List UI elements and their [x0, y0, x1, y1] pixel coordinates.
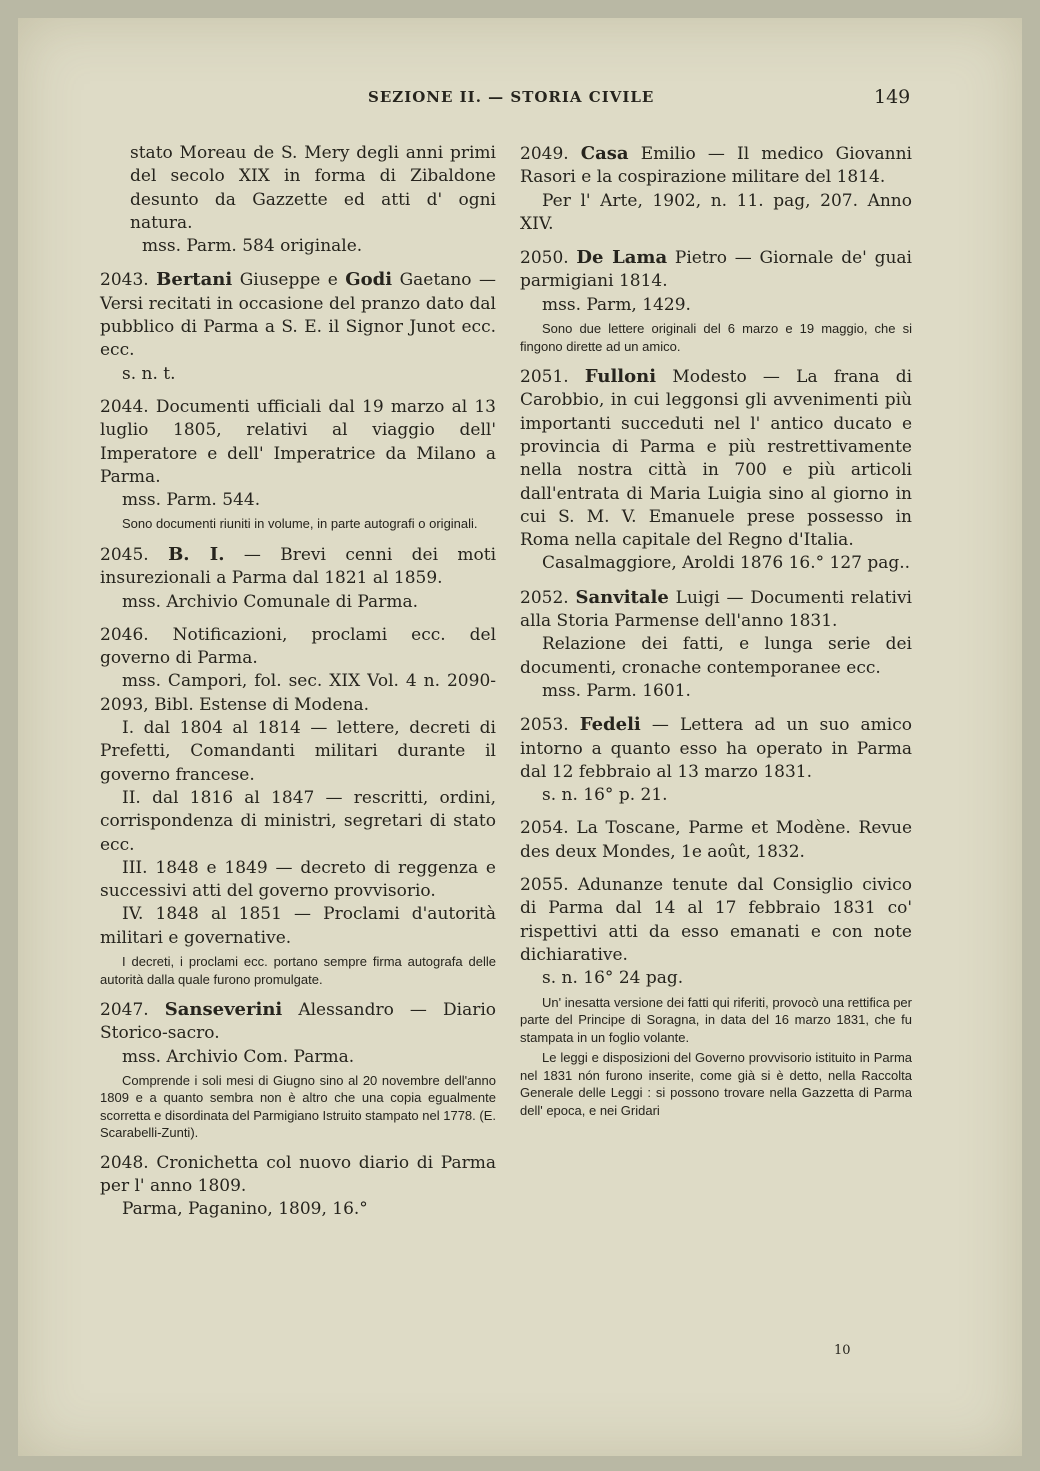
- entry-number: 2049.: [520, 144, 569, 164]
- entry-ref: mss. Archivio Comunale di Parma.: [122, 591, 418, 612]
- entry-note: Sono due lettere originali del 6 marzo e 19 maggio, che si fingono dirette ad un amico.: [520, 321, 912, 354]
- entry-author: Bertani: [156, 269, 233, 291]
- entry-ref: s. n. 16° p. 21.: [542, 785, 668, 806]
- signature-mark: 10: [834, 1343, 851, 1358]
- entry-ref: Casalmaggiore, Aroldi 1876 16.° 127 pag..: [542, 553, 911, 574]
- entry-author: Casa: [580, 143, 629, 164]
- entry-author: Sanseverini: [164, 999, 283, 1020]
- entry-note: Comprende i soli mesi di Giugno sino al 20 novembre dell'anno 1809 e a quanto sembra non è altro che una copia egualmente scorretta e disordinata del Parmigiano Istruito stampato nel 1778. (E. Scarabelli-Zunti).: [100, 1072, 496, 1141]
- entry-number: 2051.: [520, 367, 569, 388]
- entry-2051: [520, 365, 912, 576]
- entry-text: — Brevi cenni dei moti insurezionali a Parma dal 1821 al 1859.: [100, 544, 497, 589]
- entry-2045: [100, 543, 496, 614]
- entry-ref: IV. 1848 al 1851 — Proclami d'autorità militari e governative.: [100, 904, 496, 948]
- entry-number: 2044.: [100, 396, 149, 417]
- entry-text: Alessandro — Diario Storico-sacro.: [100, 1000, 497, 1044]
- page: [18, 18, 1022, 1456]
- entry-author: B. I.: [168, 543, 225, 565]
- entry-note: Un' inesatta versione dei fatti qui riferiti, provocò una rettifica per parte del Principe di Soragna, in data del 16 marzo 1831, che fu stampata in un foglio volante.: [520, 994, 912, 1045]
- entry-author: Fedeli: [579, 714, 641, 736]
- left-column: [100, 142, 496, 1232]
- entry-2046: [100, 624, 496, 988]
- entry-number: 2046.: [100, 624, 149, 645]
- entry-text: Giuseppe e: [232, 270, 346, 291]
- entry-author: Sanvitale: [575, 586, 669, 608]
- entry-number: 2048.: [100, 1152, 149, 1173]
- entry-text: Adunanze tenute dal Consiglio civico di Parma dal 14 al 17 febbraio 1831 co' rispettivi atti da esso emanati e con note dichiarative.: [520, 875, 912, 965]
- entry-ref: mss. Parm. 1601.: [542, 680, 691, 701]
- entry-2052: [520, 586, 912, 703]
- entry-ref: mss. Archivio Com. Parma.: [122, 1046, 355, 1067]
- right-column: [520, 142, 912, 1129]
- entry-text: stato Moreau de S. Mery degli anni primi del secolo XIX in forma di Zibaldone desunto da Gazzette ed atti d' ogni natura.: [130, 143, 496, 233]
- entry-2054: [520, 817, 912, 864]
- entry-number: 2055.: [520, 875, 569, 896]
- running-header: [18, 88, 1022, 118]
- entry-ref: mss. Parm. 544.: [122, 490, 261, 511]
- entry-text: Emilio — Il medico Giovanni Rasori e la cospirazione militare del 1814.: [520, 144, 912, 188]
- entry-ref: III. 1848 e 1849 — decreto di reggenza e successivi atti del governo provvisorio.: [100, 857, 496, 902]
- entry-2055: [520, 874, 912, 1119]
- entry-number: 2054.: [520, 818, 569, 839]
- entry-ref: Per l' Arte, 1902, n. 11. pag, 207. Anno XIV.: [520, 190, 912, 234]
- entry-number: 2053.: [520, 715, 569, 736]
- entry-ref: Parma, Paganino, 1809, 16.°: [122, 1199, 368, 1220]
- entry-ref: mss. Parm. 584 originale.: [142, 236, 363, 257]
- entry-ref: mss. Campori, fol. sec. XIX Vol. 4 n. 2090-2093, Bibl. Estense di Modena.: [100, 671, 496, 715]
- entry-text: — Lettera ad un suo amico intorno a quanto esso ha operato in Parma dal 12 febbraio al 13 marzo 1831.: [520, 715, 912, 782]
- entry-ref: II. dal 1816 al 1847 — rescritti, ordini, corrispondenza di ministri, segretari di stato ecc.: [100, 787, 496, 855]
- entry-ref: s. n. 16° 24 pag.: [542, 968, 684, 989]
- entry-text: Documenti ufficiali dal 19 marzo al 13 luglio 1805, relativi al viaggio dell' Imperatore e dell' Imperatrice da Milano a Parma.: [100, 396, 496, 487]
- entry-text: Cronichetta col nuovo diario di Parma per l' anno 1809.: [100, 1152, 496, 1197]
- entry-author: Godi: [345, 269, 393, 291]
- entry-number: 2047.: [100, 1000, 149, 1020]
- entry-ref: mss. Parm, 1429.: [542, 294, 691, 315]
- entry-note: Le leggi e disposizioni del Governo provvisorio istituito in Parma nel 1831 nón furono inserite, come già si è detto, nella Raccolta Generale delle Leggi : si possono trovare nella Gazzetta di Parma dell' epoca, e nei Gridari: [520, 1050, 912, 1118]
- entry-number: 2045.: [100, 544, 149, 565]
- entry-note: Sono documenti riuniti in volume, in parte autografi o originali.: [122, 516, 478, 532]
- entry-2043: [100, 268, 496, 385]
- entry-text: Pietro — Giornale de' guai parmigiani 1814.: [520, 248, 912, 292]
- entry-note: I decreti, i proclami ecc. portano sempre firma autografa delle autorità dalla quale furono promulgate.: [100, 954, 496, 987]
- entry-2049: [520, 142, 912, 236]
- entry-number: 2050.: [520, 248, 569, 269]
- entry-2047: [100, 998, 496, 1142]
- entry-author: De Lama: [576, 247, 668, 269]
- entry-number: 2043.: [100, 270, 149, 291]
- entry-text: Modesto — La frana di Carobbio, in cui leggonsi gli avvenimenti più importanti succeduti nel l' antico ducato e provincia di Parma e più restrettivamente nella nostra città in 700 e più articoli dall'entrata di Maria Luigia sino al giorno in cui S. M. V. Emanuele prese possesso in Roma nella capitale del Regno d'Italia.: [520, 367, 913, 551]
- entry-2044: [100, 396, 496, 533]
- entry-2048: [100, 1152, 496, 1222]
- entry-text: Luigi — Documenti relativi alla Storia Parmense dell'anno 1831.: [520, 587, 912, 632]
- entry-2053: [520, 713, 912, 807]
- entry-text: Notificazioni, proclami ecc. del governo di Parma.: [100, 624, 496, 669]
- entry-ref: s. n. t.: [122, 363, 176, 384]
- page-number: 149: [874, 86, 911, 108]
- entry-continuation: [100, 142, 496, 258]
- section-title: SEZIONE II. — STORIA CIVILE: [368, 88, 655, 106]
- entry-2050: [520, 246, 912, 355]
- entry-author: Fulloni: [584, 366, 657, 388]
- entry-text: Gaetano — Versi recitati in occasione del pranzo dato dal pubblico di Parma a S. E. il Signor Junot ecc. ecc.: [100, 270, 496, 361]
- entry-number: 2052.: [520, 587, 569, 608]
- entry-ref: I. dal 1804 al 1814 — lettere, decreti di Prefetti, Comandanti militari durante il governo francese.: [100, 718, 496, 785]
- entry-ref: Relazione dei fatti, e lunga serie dei documenti, cronache contemporanee ecc.: [520, 634, 912, 678]
- entry-text: La Toscane, Parme et Modène. Revue des deux Mondes, 1e août, 1832.: [520, 818, 912, 862]
